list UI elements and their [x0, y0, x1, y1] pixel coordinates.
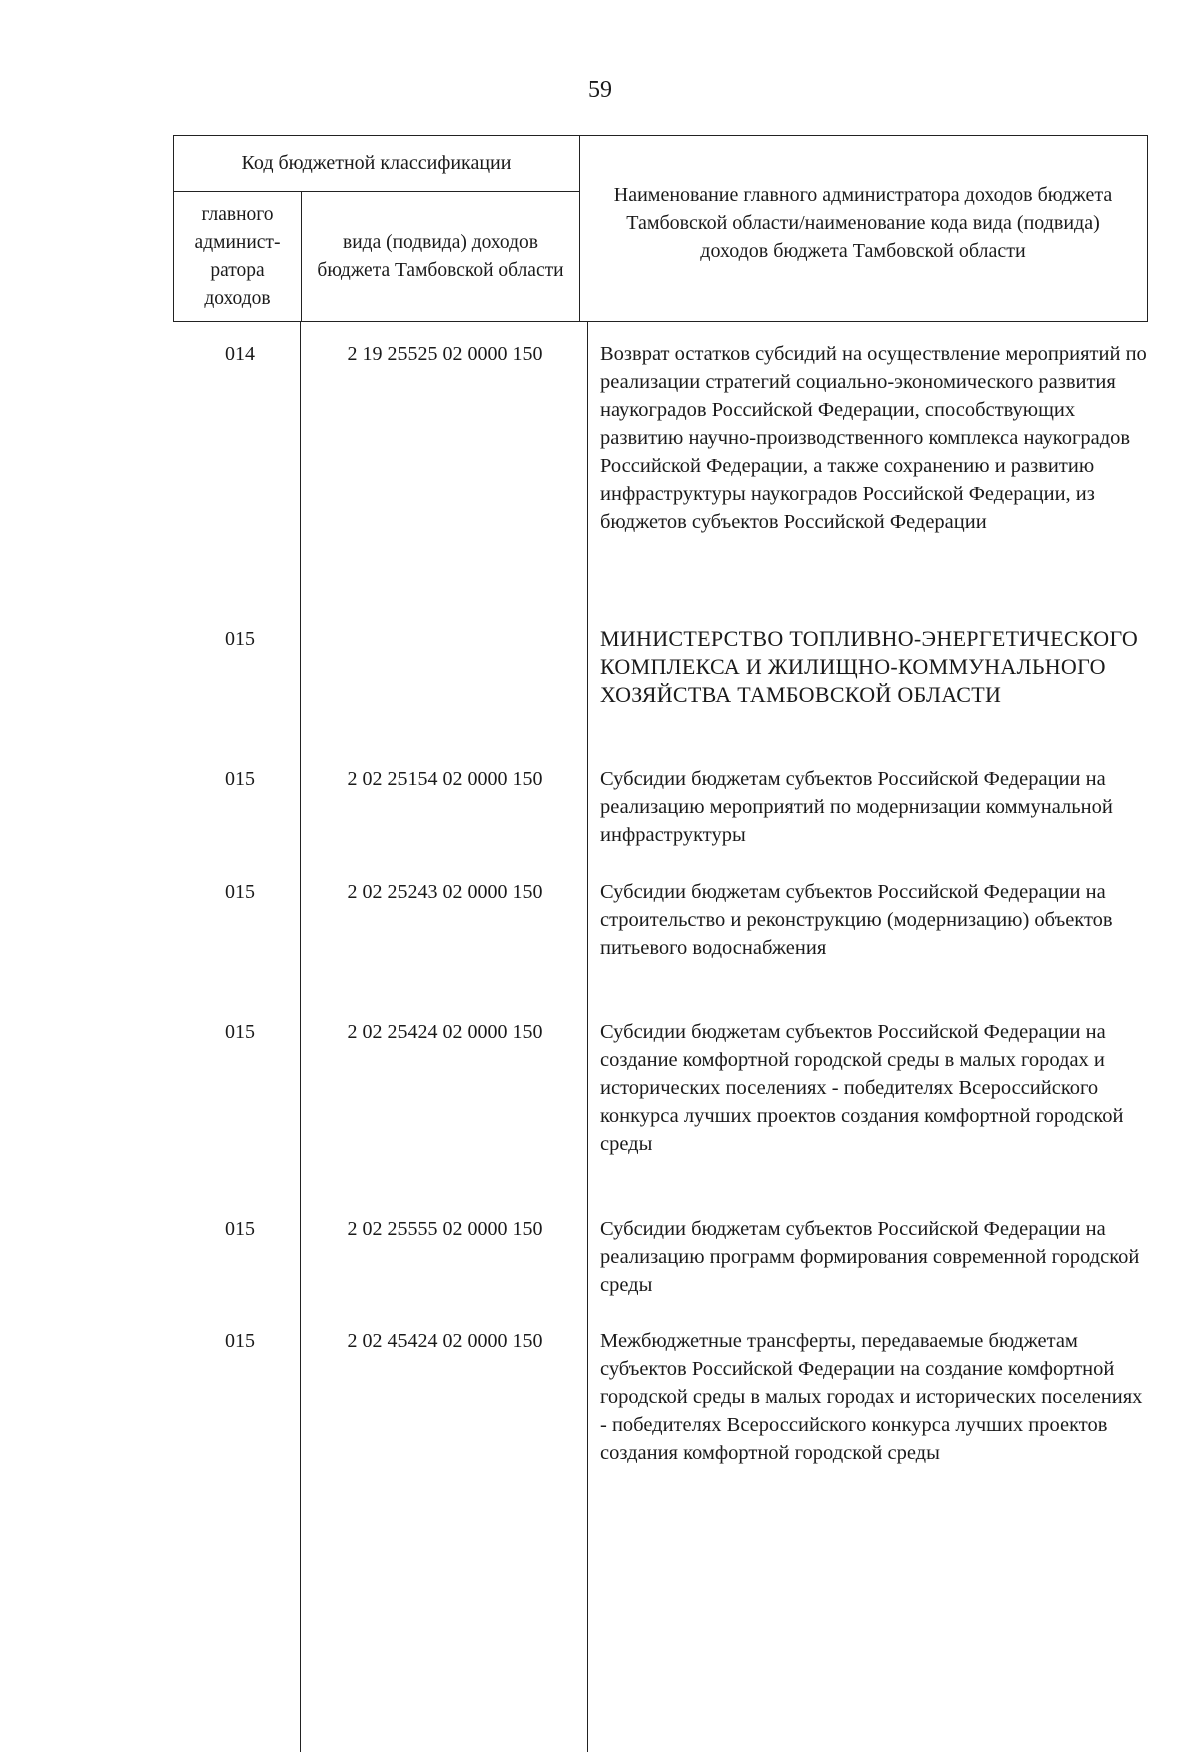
revenue-name: Субсидии бюджетам субъектов Российской Федерации на реализацию мероприятий по модернизации коммунальной инфраструктуры: [600, 768, 1113, 846]
admin-code: 015: [225, 1218, 255, 1240]
administrator-name: МИНИСТЕРСТВО ТОПЛИВНО-ЭНЕРГЕТИЧЕСКОГО КОМПЛЕКСА И ЖИЛИЩНО-КОММУНАЛЬНОГО ХОЗЯЙСТВА ТАМБОВСКОЙ ОБЛАСТИ: [600, 626, 1139, 707]
table-header: [173, 135, 1148, 322]
admin-code: 014: [225, 343, 255, 365]
column-divider-2: [587, 322, 588, 1752]
header-name: Наименование главного администратора доходов бюджета Тамбовской области/наименование кода вида (подвида) доходов бюджета Тамбовской области: [613, 184, 1113, 262]
header-chief-administrator: главного админист-ратора доходов: [174, 192, 302, 321]
revenue-code: 2 02 25243 02 0000 150: [347, 881, 543, 903]
revenue-name: Субсидии бюджетам субъектов Российской Федерации на создание комфортной городской среды в малых городах и исторических поселениях - победителях Всероссийского конкурса лучших проектов создания комфортной городской среды: [600, 1021, 1124, 1155]
admin-code: 015: [225, 881, 255, 903]
revenue-code: 2 02 25424 02 0000 150: [347, 1021, 543, 1043]
revenue-name: Субсидии бюджетам субъектов Российской Федерации на строительство и реконструкцию (модернизацию) объектов питьевого водоснабжения: [600, 881, 1113, 959]
revenue-name: Субсидии бюджетам субъектов Российской Федерации на реализацию программ формирования современной городской среды: [600, 1218, 1140, 1296]
admin-code: 015: [225, 1330, 255, 1352]
admin-code: 015: [225, 628, 255, 650]
header-budget-classification-code: Код бюджетной классификации: [174, 136, 580, 192]
revenue-code: 2 02 45424 02 0000 150: [347, 1330, 543, 1352]
page-number: 59: [588, 77, 612, 103]
revenue-name: Межбюджетные трансферты, передаваемые бюджетам субъектов Российской Федерации на создание комфортной городской среды в малых городах и исторических поселениях - победителях Всероссийского конкурса лучших проектов создания комфортной городской среды: [600, 1330, 1143, 1464]
revenue-name: Возврат остатков субсидий на осуществление мероприятий по реализации стратегий социально-экономического развития наукоградов Российской Федерации, способствующих развитию научно-производственного комплекса наукоградов Российской Федерации, а также сохранению и развитию инфраструктуры наукоградов Российской Федерации, из бюджетов субъектов Российской Федерации: [600, 343, 1147, 533]
header-revenue-type: вида (подвида) доходов бюджета Тамбовской области: [302, 192, 580, 321]
admin-code: 015: [225, 768, 255, 790]
admin-code: 015: [225, 1021, 255, 1043]
column-divider-1: [300, 322, 301, 1752]
revenue-code: 2 19 25525 02 0000 150: [347, 343, 543, 365]
revenue-code: 2 02 25154 02 0000 150: [347, 768, 543, 790]
revenue-code: 2 02 25555 02 0000 150: [347, 1218, 543, 1240]
